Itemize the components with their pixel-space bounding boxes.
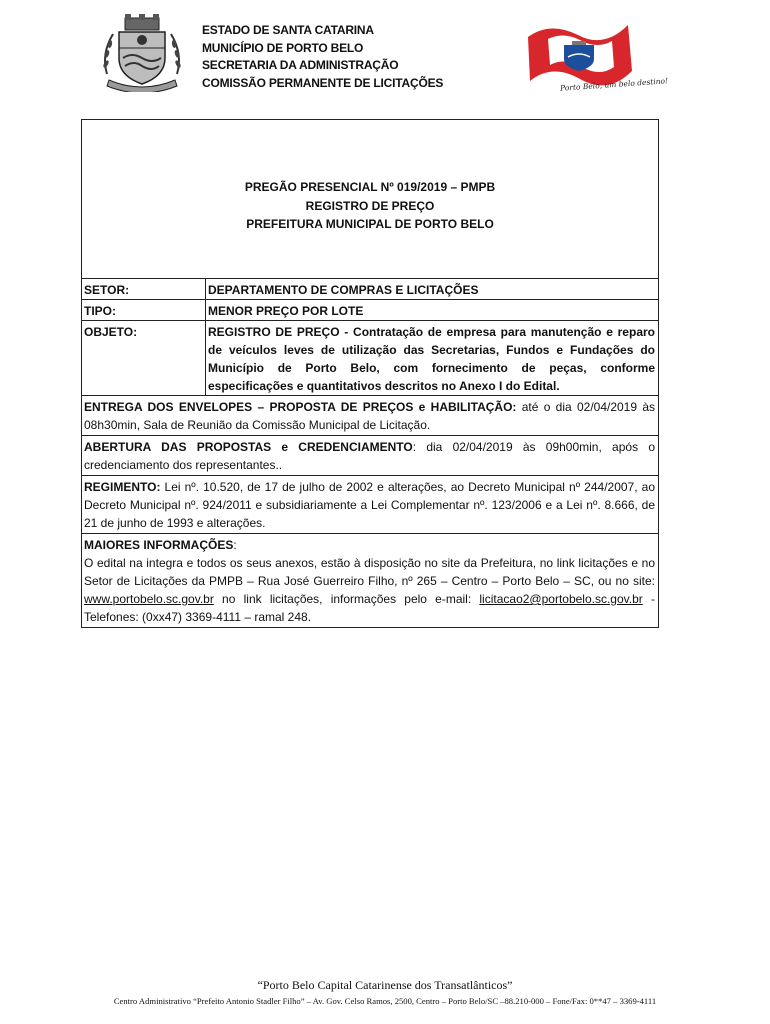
notice-details [81,279,659,628]
regimento-section [82,475,658,533]
informacoes-colon: : [233,538,237,552]
informacoes-section [82,533,658,627]
tipo-label: TIPO: [82,300,206,320]
title-lines [82,178,658,234]
informacoes-label: MAIORES INFORMAÇÕES [84,538,234,552]
pregao-number: PREGÃO PRESENCIAL Nº 019/2019 – PMPB [244,180,496,194]
tipo-value: MENOR PREÇO POR LOTE [208,304,364,318]
objeto-label: OBJETO: [82,321,206,395]
setor-row [82,279,658,300]
coat-of-arms-icon [97,14,187,92]
header-municipality: MUNICÍPIO DE PORTO BELO [202,40,364,55]
email-link[interactable]: licitacao2@portobelo.sc.gov.br [479,592,643,606]
header-secretariat: SECRETARIA DA ADMINISTRAÇÃO [202,58,399,72]
entrega-section [82,395,658,435]
setor-label: SETOR: [82,279,206,299]
page-header [0,0,770,100]
header-institution-lines [202,22,443,92]
footer-address: Centro Administrativo “Prefeito Antonio Stadler Filho” – Av. Gov. Celso Ramos, 2500, Centro – Porto Belo/SC –88.210-000 – Fone/Fax: 0**47 – 3369-4111 [113,996,657,1006]
entrega-label: ENTREGA DOS ENVELOPES – PROPOSTA DE PREÇOS e HABILITAÇÃO: [84,400,517,414]
entrega-text: até o dia 02/04/2019 às 08h30min, Sala de Reunião da Comissão Municipal de Licitação. [84,400,656,432]
abertura-label: ABERTURA DAS PROPOSTAS e CREDENCIAMENTO [84,440,413,454]
flag-slogan: Porto Belo, um belo destino! [559,76,669,93]
title-box [81,119,659,279]
objeto-row [82,321,658,395]
footer-quote: “Porto Belo Capital Catarinense dos Transatlânticos” [257,978,513,992]
tipo-row [82,300,658,321]
header-commission: COMISSÃO PERMANENTE DE LICITAÇÕES [202,75,444,90]
abertura-section [82,435,658,475]
objeto-value: REGISTRO DE PREÇO - Contratação de empresa para manutenção e reparo de veículos leves de utilização das Secretarias, Fundos e Fundações do Município de Porto Belo, com fornecimento de peças, conforme especificações e quantitativos descritos no Anexo I do Edital. [208,325,655,393]
regimento-text: Lei nº. 10.520, de 17 de julho de 2002 e alterações, ao Decreto Municipal nº 244/2007, ao Decreto Municipal nº. 924/2011 e subsidiariamente a Lei Complementar nº. 123/2006 e a Lei nº. 8.666, de 21 de junho de 1993 e alterações. [84,480,655,530]
regimento-label: REGIMENTO: [84,480,161,494]
abertura-text: : dia 02/04/2019 às 09h00min, após o credenciamento dos representantes.. [84,440,655,472]
website-link[interactable]: www.portobelo.sc.gov.br [84,592,214,606]
informacoes-text-3: - Telefones: (0xx47) 3369-4111 – ramal 248. [84,592,655,624]
header-state: ESTADO DE SANTA CATARINA [202,23,374,37]
informacoes-text-1: O edital na integra e todos os seus anexos, estão à disposição no site da Prefeitura, no link licitações e no Setor de Licitações da PMPB – Rua José Guerreiro Filho, nº 265 – Centro – Porto Belo – SC, ou no site: [84,556,655,588]
prefeitura-name: PREFEITURA MUNICIPAL DE PORTO BELO [246,217,494,231]
registro-de-preco: REGISTRO DE PREÇO [305,198,435,213]
setor-value: DEPARTAMENTO DE COMPRAS E LICITAÇÕES [208,283,479,297]
informacoes-text-2: no link licitações, informações pelo e-mail: [213,592,480,606]
